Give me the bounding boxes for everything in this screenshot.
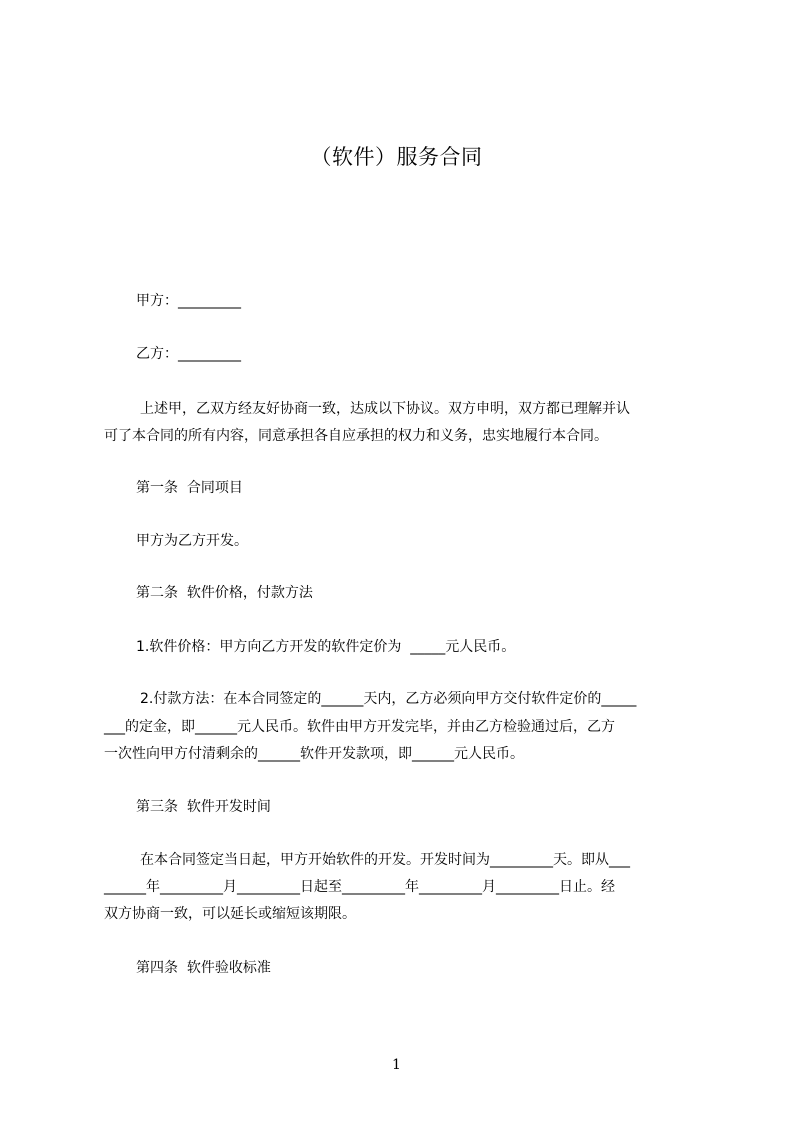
article-2-item-1: 1.软件价格：甲方向乙方开发的软件定价为 _____元人民币。: [136, 639, 516, 655]
article-3-body-line-2: ______年_________月_________日起至_________年_________月_________日止。经: [104, 879, 615, 895]
article-2-item-2-line-2: ___的定金，即______元人民币。软件由甲方开发完毕，并由乙方检验通过后，乙方: [104, 719, 615, 735]
article-1-body: 甲方为乙方开发。: [136, 533, 248, 549]
article-3-body-line-3: 双方协商一致，可以延长或缩短该期限。: [104, 906, 356, 922]
document-title: （软件）服务合同: [310, 145, 483, 169]
article-3-heading: 第三条 软件开发时间: [136, 799, 271, 815]
intro-line-2: 可了本合同的所有内容，同意承担各自应承担的权力和义务，忠实地履行本合同。: [104, 428, 608, 444]
page-number: 1: [392, 1057, 401, 1073]
article-2-heading: 第二条 软件价格，付款方法: [136, 585, 313, 601]
article-2-item-2-line-1: 2.付款方法：在本合同签定的______天内，乙方必须向甲方交付软件定价的_____: [140, 691, 637, 707]
article-3-body-line-1: 在本合同签定当日起，甲方开始软件的开发。开发时间为_________天。即从___: [140, 852, 630, 868]
party-a-line: 甲方：_________: [136, 293, 241, 309]
intro-line-1: 上述甲，乙双方经友好协商一致，达成以下协议。双方申明，双方都已理解并认: [140, 401, 630, 417]
article-2-item-2-line-3: 一次性向甲方付清剩余的______软件开发款项，即______元人民币。: [104, 746, 524, 762]
article-1-heading: 第一条 合同项目: [136, 480, 243, 496]
article-4-heading: 第四条 软件验收标准: [136, 960, 271, 976]
party-b-line: 乙方：_________: [136, 346, 241, 362]
